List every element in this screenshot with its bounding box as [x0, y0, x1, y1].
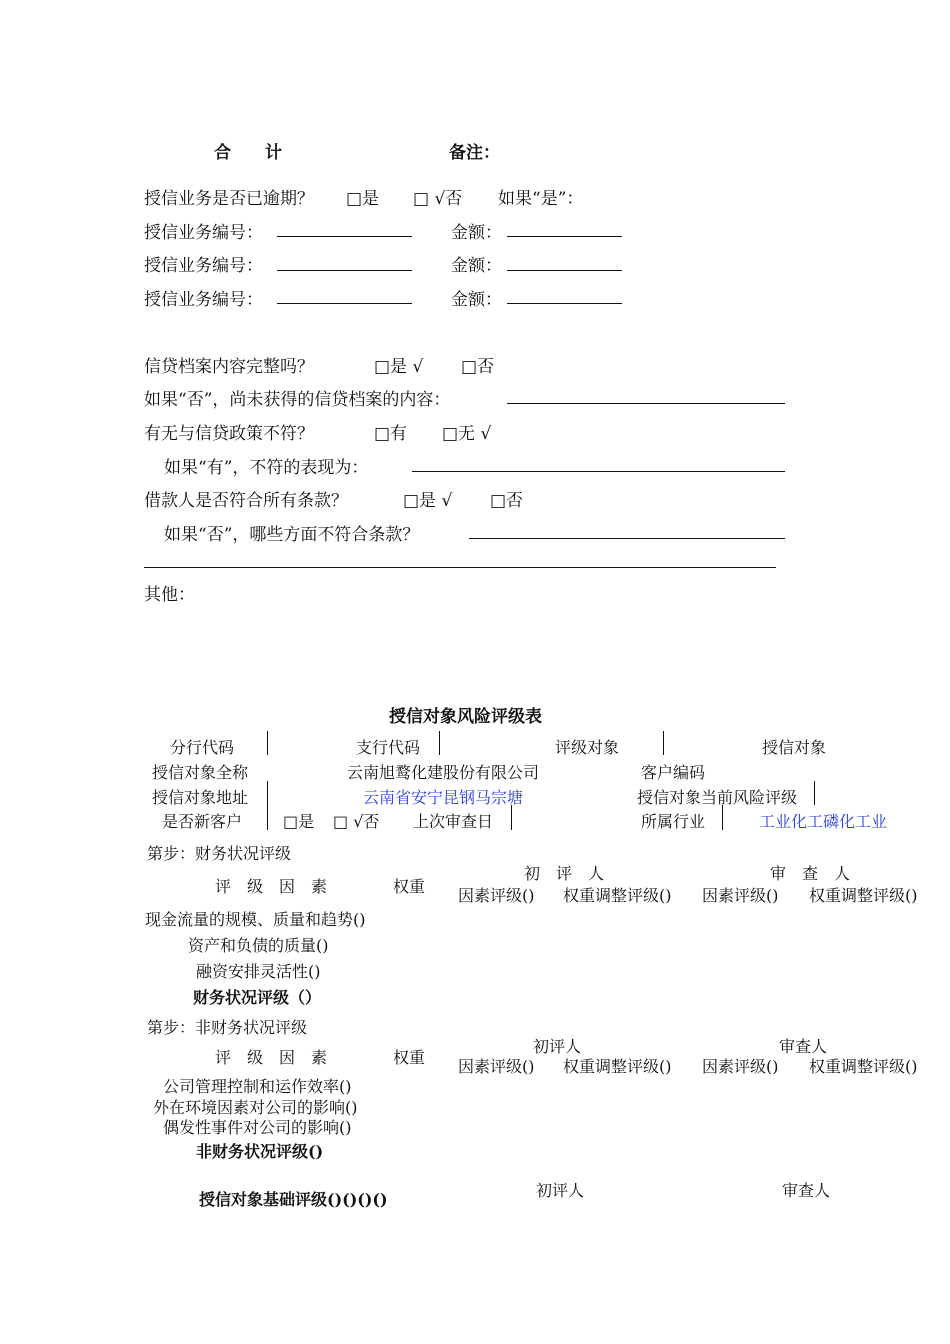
other-label: 其他： — [144, 585, 195, 605]
terms-question: 借款人是否符合所有条款？ — [144, 491, 348, 511]
base-initial-rater: 初评人 — [536, 1181, 585, 1200]
rating-table-title: 授信对象风险评级表 — [389, 707, 542, 727]
biz-no-field[interactable] — [277, 236, 412, 237]
remarks-label: 备注： — [449, 143, 500, 163]
terms-mismatch-field-continued[interactable] — [144, 567, 776, 568]
terms-no-checkbox[interactable]: □否 — [490, 491, 524, 511]
financial-reviewer: 审 查 人 — [770, 864, 851, 883]
policy-none-checkbox[interactable]: □无 √ — [442, 424, 492, 444]
file-no-checkbox[interactable]: □否 — [461, 357, 495, 377]
divider — [511, 805, 512, 830]
financial-initial-rater: 初 评 人 — [524, 864, 605, 883]
divider — [439, 731, 440, 755]
divider — [722, 805, 723, 830]
divider — [663, 731, 664, 755]
financial-initial-weight-adj: 权重调整评级() — [563, 886, 672, 905]
financial-weight-header: 权重 — [393, 877, 426, 896]
overdue-question: 授信业务是否已逾期？ — [144, 189, 314, 209]
industry-value: 工业化工磷化工业 — [759, 812, 888, 831]
amount-label: 金额： — [451, 223, 502, 243]
non-financial-reviewer: 审查人 — [779, 1037, 828, 1056]
divider — [814, 781, 815, 805]
biz-no-label: 授信业务编号： — [144, 256, 263, 276]
customer-code-label: 客户编码 — [641, 763, 706, 782]
non-financial-summary: 非财务状况评级() — [196, 1142, 324, 1161]
industry-label: 所属行业 — [641, 812, 706, 831]
non-financial-review-factor-rating: 因素评级() — [702, 1057, 779, 1076]
overdue-if-yes-label: 如果“是”： — [498, 189, 584, 209]
amount-field[interactable] — [507, 236, 622, 237]
file-question: 信贷档案内容完整吗？ — [144, 357, 314, 377]
base-reviewer: 审查人 — [782, 1181, 831, 1200]
divider — [267, 731, 268, 755]
current-rating-label: 授信对象当前风险评级 — [637, 788, 798, 807]
financial-factor-assets: 资产和负债的质量() — [188, 936, 329, 955]
file-missing-field[interactable] — [507, 403, 785, 404]
policy-if-have-label: 如果“有”，不符的表现为： — [164, 458, 369, 478]
amount-field[interactable] — [507, 270, 622, 271]
financial-factor-header: 评 级 因 素 — [215, 877, 328, 896]
financial-review-weight-adj: 权重调整评级() — [809, 886, 918, 905]
overdue-yes-checkbox[interactable]: □是 — [346, 189, 380, 209]
divider — [267, 805, 268, 830]
full-name-label: 授信对象全称 — [152, 763, 249, 782]
non-financial-factor-management: 公司管理控制和运作效率() — [163, 1077, 352, 1096]
new-customer-label: 是否新客户 — [162, 812, 243, 831]
non-financial-initial-factor-rating: 因素评级() — [458, 1057, 535, 1076]
base-rating-label: 授信对象基础评级()()()() — [199, 1190, 388, 1209]
non-financial-step-label: 第步：非财务状况评级 — [147, 1018, 308, 1037]
overdue-no-checkbox[interactable]: □ √否 — [413, 189, 463, 209]
address-label: 授信对象地址 — [152, 788, 249, 807]
financial-initial-factor-rating: 因素评级() — [458, 886, 535, 905]
non-financial-factor-environment: 外在环境因素对公司的影响() — [153, 1098, 358, 1117]
divider — [267, 781, 268, 805]
new-customer-no-checkbox[interactable]: □ √否 — [333, 812, 380, 831]
last-review-label: 上次审查日 — [413, 812, 494, 831]
biz-no-field[interactable] — [277, 303, 412, 304]
biz-no-label: 授信业务编号： — [144, 223, 263, 243]
total-label: 合 计 — [214, 143, 282, 163]
policy-have-checkbox[interactable]: □有 — [374, 424, 408, 444]
biz-no-field[interactable] — [277, 270, 412, 271]
terms-if-no-label: 如果“否”，哪些方面不符合条款？ — [164, 525, 420, 545]
sub-branch-code-label: 支行代码 — [356, 738, 421, 757]
terms-yes-checkbox[interactable]: □是 √ — [403, 491, 453, 511]
non-financial-review-weight-adj: 权重调整评级() — [809, 1057, 918, 1076]
non-financial-initial-rater: 初评人 — [533, 1037, 582, 1056]
terms-mismatch-field[interactable] — [469, 538, 785, 539]
amount-label: 金额： — [451, 290, 502, 310]
file-yes-checkbox[interactable]: □是 √ — [374, 357, 424, 377]
financial-factor-financing: 融资安排灵活性() — [196, 962, 321, 981]
non-financial-factor-header: 评 级 因 素 — [215, 1048, 328, 1067]
amount-field[interactable] — [507, 303, 622, 304]
branch-code-label: 分行代码 — [170, 738, 235, 757]
financial-summary: 财务状况评级（） — [193, 988, 322, 1007]
policy-mismatch-field[interactable] — [412, 471, 785, 472]
rating-object-label: 评级对象 — [555, 738, 620, 757]
policy-question: 有无与信贷政策不符？ — [144, 424, 314, 444]
amount-label: 金额： — [451, 256, 502, 276]
biz-no-label: 授信业务编号： — [144, 290, 263, 310]
rating-object-value: 授信对象 — [762, 738, 827, 757]
non-financial-weight-header: 权重 — [393, 1048, 426, 1067]
non-financial-initial-weight-adj: 权重调整评级() — [563, 1057, 672, 1076]
address-value: 云南省安宁昆钢马宗塘 — [363, 788, 524, 807]
new-customer-yes-checkbox[interactable]: □是 — [283, 812, 315, 831]
file-if-no-label: 如果“否”，尚未获得的信贷档案的内容： — [144, 390, 451, 410]
financial-step-label: 第步：财务状况评级 — [147, 844, 292, 863]
full-name-value: 云南旭鹜化建股份有限公司 — [347, 763, 540, 782]
financial-factor-cashflow: 现金流量的规模、质量和趋势() — [145, 910, 366, 929]
financial-review-factor-rating: 因素评级() — [702, 886, 779, 905]
non-financial-factor-incidents: 偶发性事件对公司的影响() — [163, 1118, 352, 1137]
